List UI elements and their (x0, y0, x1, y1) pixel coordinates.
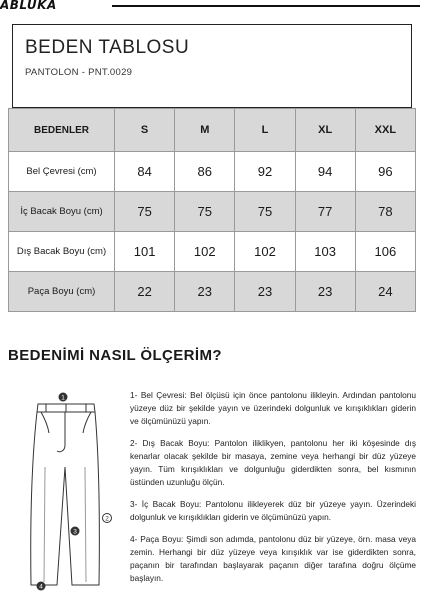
table-cell: 78 (355, 192, 415, 232)
step-waist: 1- Bel Çevresi: Bel ölçüsü için önce pantolonu ilikleyin. Ardından pantolonu yüzeye düz bir şekilde yayın ve üzerindeki dolgunluk ve kırışıklıkları giderin ve ölçümünüzü yapın. (130, 390, 416, 426)
row-label: İç Bacak Boyu (cm) (9, 192, 115, 232)
table-row (9, 152, 416, 192)
marker-1 (59, 393, 68, 402)
brand-divider (112, 5, 420, 7)
table-cell: 75 (175, 192, 235, 232)
page-title: BEDEN TABLOSU (25, 37, 190, 58)
table-cell: 96 (355, 152, 415, 192)
fly-seam (57, 412, 65, 452)
marker-3-label: 3 (73, 528, 77, 536)
table-row (9, 192, 416, 232)
product-code: PANTOLON - PNT.0029 (25, 67, 133, 78)
row-label: Bel Çevresi (cm) (9, 152, 115, 192)
row-label: Dış Bacak Boyu (cm) (9, 232, 115, 272)
table-cell: 94 (295, 152, 355, 192)
brand-bar (0, 0, 424, 12)
measurement-steps (130, 389, 416, 594)
brand-logo: ABLUKA (0, 0, 57, 12)
marker-3 (71, 527, 80, 536)
step-hem: 4- Paça Boyu: Şimdi son adımda, pantolonu düz bir yüzeye, örn. masa veya zemin. Herhangi bir düz yüzeye veya kırışıklık var ise giderdikten sonra, paçanın bir tarafından başlayarak paçanın diğer tarafına doğru ölçüme başlayın. (130, 534, 416, 583)
table-cell: 101 (115, 232, 175, 272)
table-cell: 103 (295, 232, 355, 272)
title-box (12, 24, 412, 108)
table-cell: 102 (235, 232, 295, 272)
header-cell: XL (295, 109, 355, 152)
marker-2-label: 2 (105, 515, 109, 523)
size-table (8, 108, 416, 312)
size-table-header (9, 109, 416, 152)
header-cell: BEDENLER (9, 109, 115, 152)
marker-2 (103, 514, 112, 523)
marker-4-label: 4 (39, 583, 43, 591)
marker-4 (37, 582, 46, 591)
header-cell: S (115, 109, 175, 152)
marker-1-label: 1 (61, 394, 65, 402)
table-cell: 84 (115, 152, 175, 192)
crease-lines (44, 467, 86, 582)
table-cell: 77 (295, 192, 355, 232)
table-cell: 23 (175, 272, 235, 312)
row-label: Paça Boyu (cm) (9, 272, 115, 312)
step-outseam: 2- Dış Bacak Boyu: Pantolon iliklikyen, pantolonu her iki köşesinde dış kenarlar olacak şekilde bir masaya, zemine veya herhangi bir düz yüzeye yayın. Tüm kırışıklıkları ve dolgunluğu giderdikten sonra, bel kısmının üstünden uzunluğu ölçün. (130, 438, 416, 487)
table-cell: 22 (115, 272, 175, 312)
table-cell: 23 (295, 272, 355, 312)
table-cell: 75 (115, 192, 175, 232)
table-cell: 24 (355, 272, 415, 312)
header-cell: L (235, 109, 295, 152)
table-cell: 92 (235, 152, 295, 192)
table-cell: 75 (235, 192, 295, 232)
table-cell: 106 (355, 232, 415, 272)
step-inseam: 3- İç Bacak Boyu: Pantolonu ilikleyerek düz bir yüzeye yayın. Üzerindeki dolgunluk ve kırışıklıkları giderin ve ölçümünüzü yapın. (130, 499, 416, 522)
belt-loops (46, 404, 86, 412)
table-cell: 23 (235, 272, 295, 312)
trousers-illustration (8, 377, 120, 600)
table-row (9, 272, 416, 312)
pocket-seams (41, 412, 91, 433)
table-row (9, 232, 416, 272)
guide-title: BEDENİMİ NASIL ÖLÇERİM? (8, 347, 222, 364)
header-cell: XXL (355, 109, 415, 152)
table-cell: 102 (175, 232, 235, 272)
header-cell: M (175, 109, 235, 152)
table-cell: 86 (175, 152, 235, 192)
